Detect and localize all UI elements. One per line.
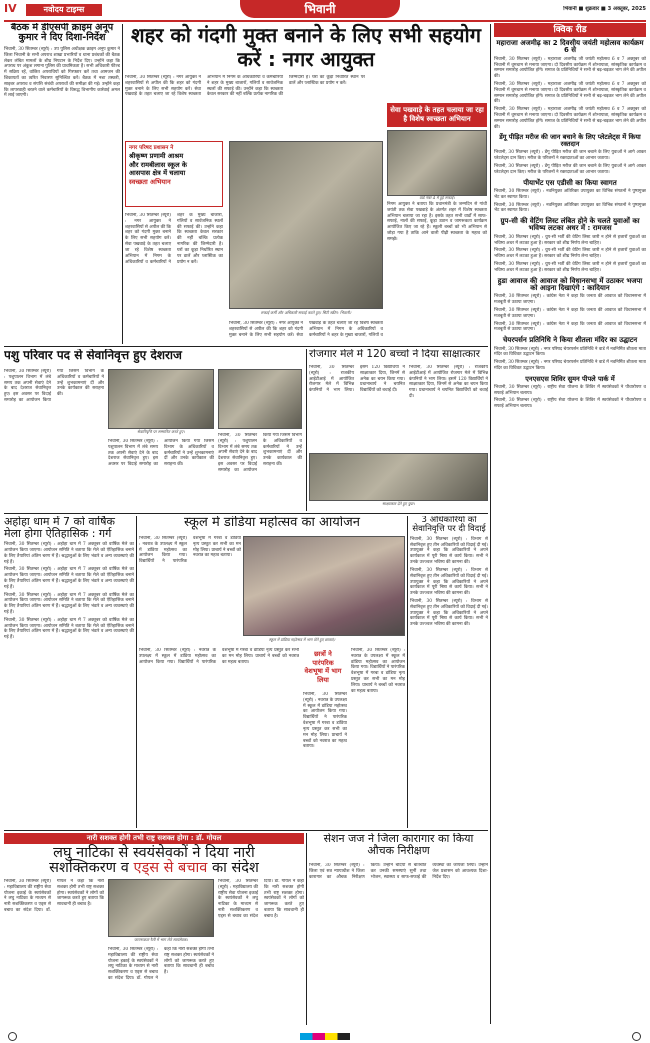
brief-body: भिवानी, 30 सितम्बर (ब्यूरो) : नवनियुक्त अतिरिक्त उपायुक्त का विभिन्न संगठनों ने पुष्पगुच्छ भेंट कर स्वागत किया। [494,202,646,214]
brief-body: भिवानी, 30 सितम्बर (ब्यूरो) : राष्ट्रीय सेवा योजना के शिविर में स्वयंसेवकों ने पौधारोपण व सफाई अभियान चलाया। [494,384,646,396]
kicker: नारी सशक्त होगी तभी राष्ट्र सशक्त होगा : डॉ. गोयल [4,833,304,844]
article-deshraj-retirement [4,349,304,509]
brief-headline: महाराजा अजमीढ़ का 2 दिवसीय जयंती महोत्सव कार्यक्रम 6 से [496,39,644,55]
brief-headline: पीयाभेंट एस एडीसी का किया स्वागत [523,178,617,187]
article-body: भिवानी, 30 सितम्बर (ब्यूरो) : अहोहा धाम में 7 अक्तूबर को वार्षिक मेले का आयोजन किया जाएगा। आयोजन समिति ने बताया कि मेले को ऐतिहासिक बनाने के लिए तैयारियां अंतिम चरण में हैं। श्रद्धालुओं के लिए भंडारे व अन्य व्यवस्थाएं की गई हैं। [4,567,134,590]
article-body: भिवानी, 30 सितम्बर (ब्यूरो) : अहोहा धाम में 7 अक्तूबर को वार्षिक मेले का आयोजन किया जाएगा। आयोजन समिति ने बताया कि मेले को ऐतिहासिक बनाने के लिए तैयारियां अंतिम चरण में हैं। श्रद्धालुओं के लिए भंडारे व अन्य व्यवस्थाएं की गई हैं। [4,592,134,616]
brief-body: भिवानी, 30 सितम्बर (ब्यूरो) : नगर परिषद चेयरपर्सन प्रतिनिधि ने वार्ड में नवनिर्मित शीतला माता मंदिर का विधिवत उद्घाटन किया। [494,360,646,372]
column-divider [306,349,307,511]
lead-body-continued: भिवानी, 30 सितम्बर (ब्यूरो) : नगर आयुक्त ने शहरवासियों से अपील की कि शहर को गंदगी मुक्त बनाने के लिए सभी सहयोग करें। सेवा पखवाड़े के तहत चलाए जा रहे विशेष स्वच्छता अभियान में निगम के अधिकारियों व कर्मचारियों ने शहर के मुख्य बाजारों, गलियों व सार्वजनिक स्थलों की सफाई की। उन्होंने कहा कि स्वच्छता केवल सरकार की नहीं बल्कि प्रत्येक नागरिक की जिम्मेदारी है। घरों का कूड़ा निर्धारित स्थान पर डालें और प्लास्टिक का प्रयोग न करें। [125,213,223,265]
registration-mark-icon [8,1032,17,1041]
lead-headline: शहर को गंदगी मुक्त बनाने के लिए सभी सहयोग करें : नगर आयुक्त [131,23,481,71]
column-divider [136,516,137,828]
brief-body: भिवानी, 30 सितम्बर (ब्यूरो) : ग्रुप-सी भर्ती की वेटिंग लिस्ट जारी न होने से हजारों युवाओं का भविष्य अधर में लटका हुआ है। सरकार को शीघ्र निर्णय लेना चाहिए। [494,262,646,273]
article-photo [243,536,405,636]
highlight-line: नगर परिषद प्रशासन ने [129,145,174,151]
brief-body: भिवानी, 30 सितम्बर (ब्यूरो) : ग्रुप-सी भर्ती की वेटिंग लिस्ट जारी न होने से हजारों युवाओं का भविष्य अधर में लटका हुआ है। सरकार को शीघ्र निर्णय लेना चाहिए। [494,234,646,246]
column-divider [306,833,307,1025]
article-body: भिवानी, 30 सितम्बर (ब्यूरो) : जिला एवं सत्र न्यायाधीश ने जिला कारागार का औचक निरीक्षण किया। उन्होंने बंदियों से बातचीत कर उनकी समस्याएं सुनीं तथा भोजन, स्वास्थ्य व साफ-सफाई की व्यवस्था का जायजा लिया। उन्होंने जेल प्रशासन को आवश्यक दिशा-निर्देश दिए। [309,863,488,880]
brief-body: भिवानी, 30 सितम्बर (ब्यूरो) : महाराजा अजमीढ़ जी जयंती महोत्सव 6 व 7 अक्तूबर को भिवानी में धूमधाम से मनाया जाएगा। दो दिवसीय कार्यक्रम में शोभायात्रा, सांस्कृतिक कार्यक्रम व सम्मान समारोह आयोजित होंगे। समाज के प्रतिनिधियों ने सभी से बढ़-चढ़कर भाग लेने की अपील की। [494,81,646,105]
headline-line-2 [4,861,304,876]
registration-mark-icon [632,1032,641,1041]
brief-body: भिवानी, 30 सितम्बर (ब्यूरो) : राष्ट्रीय सेवा योजना के शिविर में स्वयंसेवकों ने पौधारोपण व सफाई अभियान चलाया। [494,398,646,410]
highlight-line: स्वच्छता अभियान [129,177,171,186]
masthead [0,0,650,20]
highlight-line: श्रीकृष्ण प्रणामी आश्रम [129,152,184,161]
article-body: भिवानी, 30 सितम्बर (ब्यूरो) : उप पुलिस अधीक्षक क्राइम अनूप कुमार ने जिला भिवानी के सभी अपराध शाखा प्रभारियों व थाना प्रबंधकों की बैठक लेकर लंबित मामलों के शीघ्र निपटान के निर्देश दिए। उन्होंने कहा कि अपराध पर अंकुश लगाना पुलिस की प्राथमिकता है। सभी अधिकारी फील्ड में सक्रिय रहें, वांछित अपराधियों को गिरफ्तार करें तथा आमजन की शिकायतों का त्वरित निवारण सुनिश्चित करें। बैठक में नशा तस्करी, साइबर अपराध व संपत्ति संबंधी अपराधों की समीक्षा की गई। उन्होंने कहा कि लापरवाही बरतने वाले कर्मचारियों के विरुद्ध विभागीय कार्रवाई अमल में लाई जाएगी। [4,46,120,99]
column-divider [122,24,123,344]
article-body: भिवानी, 30 सितम्बर (ब्यूरो) : नवरात्र के उपलक्ष्य में स्कूल में डांडिया महोत्सव का आयोजन किया गया। विद्यार्थियों ने पारंपरिक वेशभूषा में गरबा व डांडिया नृत्य प्रस्तुत कर सभी का मन मोह लिया। प्राचार्य ने बच्चों को नवरात्र का महत्व बताया। [139,536,241,565]
page-number: IV [4,2,17,15]
headline-text: अहोहा धाम में 7 को वार्षिक मेला होगा ऐतिहासिक : गर्ग [4,516,115,540]
article-jail-inspection [309,833,488,1029]
city-name: भिवानी [240,0,400,18]
brief-body: भिवानी, 30 सितम्बर (ब्यूरो) : महाराजा अजमीढ़ जी जयंती महोत्सव 6 व 7 अक्तूबर को भिवानी में धूमधाम से मनाया जाएगा। दो दिवसीय कार्यक्रम में शोभायात्रा, सांस्कृतिक कार्यक्रम व सम्मान समारोह आयोजित होंगे। समाज के प्रतिनिधियों ने सभी से बढ़-चढ़कर भाग लेने की अपील की। [494,56,646,80]
brief-body: भिवानी, 30 सितम्बर (ब्यूरो) : नवनियुक्त अतिरिक्त उपायुक्त का विभिन्न संगठनों ने पुष्पगुच्छ भेंट कर स्वागत किया। [494,188,646,200]
brief-headline: एनएसएस शिविर सुमन पीपले पार्क में [525,374,615,383]
photo-caption: सफाई कर्मी और अधिकारी सफाई करते हुए। सिटी स्क्रीन: भिवानी। [260,310,352,315]
section-rule [4,346,488,347]
column-divider [407,516,408,828]
section-rule [4,513,488,514]
headline: 3 अधिकारियों को सेवानिवृत्ति पर दी विदाई [412,516,486,534]
headline: स्कूल में डांडिया महोत्सव का आयोजन [183,516,361,530]
sidebox-caption: वार्ड नंबर 4 में हुई सफाई। [419,194,455,200]
paper-name: नवोदय टाइम्स [26,4,102,16]
lead-body-side: भिवानी, 30 सितम्बर (ब्यूरो) : नगर आयुक्त ने शहरवासियों से अपील की कि शहर को गंदगी मुक्त बनाने के लिए सभी सहयोग करें। सेवा पखवाड़े के तहत चलाए जा रहे विशेष स्वच्छता अभियान में निगम के अधिकारियों व कर्मचारियों ने शहर के मुख्य बाजारों, गलियों व [229,321,383,338]
headline [4,516,134,539]
brief-body: भिवानी, 30 सितम्बर (ब्यूरो) : महाराजा अजमीढ़ जी जयंती महोत्सव 6 व 7 अक्तूबर को भिवानी में धूमधाम से मनाया जाएगा। दो दिवसीय कार्यक्रम में शोभायात्रा, सांस्कृतिक कार्यक्रम व सम्मान समारोह आयोजित होंगे। समाज के प्रतिनिधियों ने सभी से बढ़-चढ़कर भाग लेने की अपील की। [494,107,646,130]
brief-body: भिवानी, 30 सितम्बर (ब्यूरो) : डेंगू पीड़ित मरीज की जान बचाने के लिए युवाओं ने आगे आकर प्लेटलेट्स दान किए। मरीज के परिजनों ने रक्तदाताओं का आभार जताया। [494,150,646,162]
article-three-officers [410,516,488,828]
article-photo [218,369,302,429]
article-body-continued: भिवानी, 30 सितम्बर (ब्यूरो) : पशुपालन विभाग में लंबे समय तक अपनी सेवाएं देने के बाद देशराज सेवानिवृत्त हुए। इस अवसर पर विदाई समारोह का आयोजन किया गया जिसमें विभाग के अधिकारियों व कर्मचारियों ने उन्हें शुभकामनाएं दीं और उनके कार्यकाल की सराहना की। [108,439,214,468]
date-line: भिवानी ■ शुक्रवार ■ 3 अक्तूबर, 2025 [563,6,646,12]
article-ahoha-dham [4,516,134,828]
article-dandiya [139,516,405,828]
color-bar-icon [300,1033,350,1040]
lead-article [125,23,487,345]
lead-photo [229,141,383,309]
sidebox-title: सेवा पखवाड़े के तहत चलाया जा रहा है विशेष स्वच्छता अभियान [387,103,487,127]
article-body: भिवानी, 30 सितम्बर (ब्यूरो) : विभाग से सेवानिवृत्त हुए तीन अधिकारियों को विदाई दी गई। उपायुक्त ने कहा कि अधिकारियों ने अपने कार्यकाल में पूरी निष्ठा से कार्य किया। सभी ने उनके उज्ज्वल भविष्य की कामना की। [410,536,488,566]
article-body: भिवानी, 30 सितम्बर (ब्यूरो) : अहोहा धाम में 7 अक्तूबर को वार्षिक मेले का आयोजन किया जाएगा। आयोजन समिति ने बताया कि मेले को ऐतिहासिक बनाने के लिए तैयारियां अंतिम चरण में हैं। श्रद्धालुओं के लिए भंडारे व अन्य व्यवस्थाएं की गई हैं। [4,542,134,565]
photo-caption: स्कूल में डांडिया महोत्सव में भाग लेते हुए छात्राएं। [268,637,336,642]
article-body: भिवानी, 30 सितम्बर (ब्यूरो) : विभाग से सेवानिवृत्त हुए तीन अधिकारियों को विदाई दी गई। उपायुक्त ने कहा कि अधिकारियों ने अपने कार्यकाल में पूरी निष्ठा से कार्य किया। सभी ने उनके उज्ज्वल भविष्य की कामना की। [410,598,488,628]
article-photo [108,369,214,429]
article-body-side: भिवानी, 30 सितम्बर (ब्यूरो) : नवरात्र के उपलक्ष्य में स्कूल में डांडिया महोत्सव का आयोजन किया गया। विद्यार्थियों ने पारंपरिक वेशभूषा में गरबा व डांडिया नृत्य प्रस्तुत कर सभी का मन मोह लिया। प्राचार्य ने बच्चों को नवरात्र का महत्व बताया। [303,692,347,750]
article-body: भिवानी, 30 सितम्बर (ब्यूरो) : महाविद्यालय की राष्ट्रीय सेवा योजना इकाई के स्वयंसेवकों ने लघु नाटिका के माध्यम से नारी सशक्तिकरण व एड्स से बचाव का संदेश दिया। डॉ. गोयल ने कहा कि नारी सशक्त होगी तभी राष्ट्र सशक्त होगा। स्वयंसेवकों ने लोगों को जागरूक करते हुए बताया कि सावधानी ही बचाव है। [4,879,104,914]
lead-highlight-box [125,141,223,207]
highlight-line: और रामबीलास स्कूल के [129,160,187,169]
article-body: भिवानी, 30 सितम्बर (ब्यूरो) : राजकीय आईटीआई में आयोजित रोजगार मेले में विभिन्न कंपनियों ने भाग लिया। इसमें 120 विद्यार्थियों ने साक्षात्कार दिया, जिनमें से अनेक का चयन किया गया। प्रधानाचार्य ने चयनित विद्यार्थियों को बधाई दी। [309,365,405,394]
photo-caption: साक्षात्कार देते हुए युवा। [382,501,415,506]
brief-headline: चेयरपर्सन प्रतिनिधि ने किया शीतला मंदिर का उद्घाटन [502,336,638,345]
section-rule [4,830,488,831]
article-body-continued: भिवानी, 30 सितम्बर (ब्यूरो) : नवरात्र के उपलक्ष्य में स्कूल में डांडिया महोत्सव का आयोजन किया गया। विद्यार्थियों ने पारंपरिक वेशभूषा में गरबा व डांडिया नृत्य प्रस्तुत कर सभी का मन मोह लिया। प्राचार्य ने बच्चों को नवरात्र का महत्व बताया। [139,648,299,665]
brief-headline: ग्रुप-सी की वेटिंग लिस्ट लंबित होने के चलते युवाओं का भविष्य लटका अधर में : रामजस [500,217,640,233]
brief-body: भिवानी, 30 सितम्बर (ब्यूरो) : नगर परिषद चेयरपर्सन प्रतिनिधि ने वार्ड में नवनिर्मित शीतला माता मंदिर का विधिवत उद्घाटन किया। [494,346,646,358]
highlight-line: आसपास क्षेत्र में चलाया [129,169,186,178]
headline: बैठक में डीएसपी क्राइम अनूप कुमार ने दिए दिशा-निर्देश [10,23,114,43]
headline-highlight: एड्स से बचाव [133,860,208,877]
brief-body: भिवानी, 30 सितम्बर (ब्यूरो) : ग्रुप-सी भर्ती की वेटिंग लिस्ट जारी न होने से हजारों युवाओं का भविष्य अधर में लटका हुआ है। सरकार को शीघ्र निर्णय लेना चाहिए। [494,248,646,260]
article-body-side: भिवानी, 30 सितम्बर (ब्यूरो) : पशुपालन विभाग में लंबे समय तक अपनी सेवाएं देने के बाद देशराज सेवानिवृत्त हुए। इस अवसर पर विदाई समारोह का आयोजन किया गया जिसमें विभाग के अधिकारियों व कर्मचारियों ने उन्हें शुभकामनाएं दीं और उनके कार्यकाल की सराहना की। [218,433,302,473]
headline: रोजगार मेले में 120 बच्चों ने दिया साक्षात्कार [309,349,481,360]
sidebox-body: निगम आयुक्त ने बताया कि प्रधानमंत्री के जन्मदिन से गांधी जयंती तक सेवा पखवाड़े के अंतर्गत शहर में विशेष स्वच्छता अभियान चलाया जा रहा है। इसके तहत सभी वार्डों में साफ-सफाई, नालों की सफाई, कूड़ा उठान व जागरूकता कार्यक्रम आयोजित किए जा रहे हैं। स्कूली बच्चों को भी अभियान से जोड़ा गया है ताकि आने वाली पीढ़ी स्वच्छता के महत्व को समझे। [387,202,487,242]
article-body: भिवानी, 30 सितम्बर (ब्यूरो) : अहोहा धाम में 7 अक्तूबर को वार्षिक मेले का आयोजन किया जाएगा। आयोजन समिति ने बताया कि मेले को ऐतिहासिक बनाने के लिए तैयारियां अंतिम चरण में हैं। श्रद्धालुओं के लिए भंडारे व अन्य व्यवस्थाएं की गई हैं। [4,617,134,641]
article-job-fair [309,349,488,511]
photo-caption: सेवानिवृत्ति पर सम्मानित करते हुए। [137,429,185,434]
headline-text: का संदेश [207,860,259,877]
brief-body: भिवानी, 30 सितम्बर (ब्यूरो) : कांग्रेस नेता ने कहा कि जनता की आवाज को विधानसभा में मजबूती से उठाया जाएगा। [494,321,646,333]
lead-body: भिवानी, 30 सितम्बर (ब्यूरो) : नगर आयुक्त ने शहरवासियों से अपील की कि शहर को गंदगी मुक्त बनाने के लिए सभी सहयोग करें। सेवा पखवाड़े के तहत चलाए जा रहे विशेष स्वच्छता अभियान में निगम के अधिकारियों व कर्मचारियों ने शहर के मुख्य बाजारों, गलियों व सार्वजनिक स्थलों की सफाई की। उन्होंने कहा कि स्वच्छता केवल सरकार की नहीं बल्कि प्रत्येक नागरिक की जिम्मेदारी है। घरों का कूड़ा निर्धारित स्थान पर डालें और प्लास्टिक का प्रयोग न करें। [125,75,365,98]
photo-caption: जागरूकता रैली में भाग लेते स्वयंसेवक। [134,937,188,942]
sidebox-photo [387,130,487,196]
article-body-side: भिवानी, 30 सितम्बर (ब्यूरो) : नवरात्र के उपलक्ष्य में स्कूल में डांडिया महोत्सव का आयोजन किया गया। विद्यार्थियों ने पारंपरिक वेशभूषा में गरबा व डांडिया नृत्य प्रस्तुत कर सभी का मन मोह लिया। प्राचार्य ने बच्चों को नवरात्र का महत्व बताया। [351,648,405,694]
article-photo [309,453,488,501]
article-body-continued: भिवानी, 30 सितम्बर (ब्यूरो) : महाविद्यालय की राष्ट्रीय सेवा योजना इकाई के स्वयंसेवकों ने लघु नाटिका के माध्यम से नारी सशक्तिकरण व एड्स से बचाव का संदेश दिया। डॉ. गोयल ने कहा कि नारी सशक्त होगी तभी राष्ट्र सशक्त होगा। स्वयंसेवकों ने लोगों को जागरूक करते हुए बताया कि सावधानी ही बचाव है। [108,947,214,982]
side-quote: छात्रों ने पारंपरिक वेशभूषा में भाग लिया [304,650,342,684]
article-photo [108,879,214,937]
brief-body: भिवानी, 30 सितम्बर (ब्यूरो) : कांग्रेस नेता ने कहा कि जनता की आवाज को विधानसभा में मजबूती से उठाया जाएगा। [494,308,646,319]
article-body: भिवानी, 30 सितम्बर (ब्यूरो) : विभाग से सेवानिवृत्त हुए तीन अधिकारियों को विदाई दी गई। उपायुक्त ने कहा कि अधिकारियों ने अपने कार्यकाल में पूरी निष्ठा से कार्य किया। सभी ने उनके उज्ज्वल भविष्य की कामना की। [410,567,488,597]
brief-headline: डेंगू पीड़ित मरीज की जान बचाने के लिए प्लेटलेट्स में किया रक्तदान [499,133,641,149]
brief-body: भिवानी, 30 सितम्बर (ब्यूरो) : डेंगू पीड़ित मरीज की जान बचाने के लिए युवाओं ने आगे आकर प्लेटलेट्स दान किए। मरीज के परिजनों ने रक्तदाताओं का आभार जताया। [494,163,646,175]
article-body-side: भिवानी, 30 सितम्बर (ब्यूरो) : महाविद्यालय की राष्ट्रीय सेवा योजना इकाई के स्वयंसेवकों ने लघु नाटिका के माध्यम से नारी सशक्तिकरण व एड्स से बचाव का संदेश दिया। डॉ. गोयल ने कहा कि नारी सशक्त होगी तभी राष्ट्र सशक्त होगा। स्वयंसेवकों ने लोगों को जागरूक करते हुए बताया कि सावधानी ही बचाव है। [218,879,304,919]
article-dsp-meeting [4,23,120,345]
registration-marks [0,1031,650,1043]
column-divider [490,24,491,1024]
article-body: भिवानी, 30 सितम्बर (ब्यूरो) : पशुपालन विभाग में लंबे समय तक अपनी सेवाएं देने के बाद देशराज सेवानिवृत्त हुए। इस अवसर पर विदाई समारोह का आयोजन किया गया जिसमें विभाग के अधिकारियों व कर्मचारियों ने उन्हें शुभकामनाएं दीं और उनके कार्यकाल की सराहना की। [4,369,104,404]
quick-read-banner: क्विक रीड [494,23,646,37]
article-body-side: भिवानी, 30 सितम्बर (ब्यूरो) : राजकीय आईटीआई में आयोजित रोजगार मेले में विभिन्न कंपनियों ने भाग लिया। इसमें 120 विद्यार्थियों ने साक्षात्कार दिया, जिनमें से अनेक का चयन किया गया। प्रधानाचार्य ने चयनित विद्यार्थियों को बधाई दी। [409,365,488,400]
headline-text: सशक्तिकरण व [49,860,134,877]
sidebox [387,103,487,343]
brief-body: भिवानी, 30 सितम्बर (ब्यूरो) : कांग्रेस नेता ने कहा कि जनता की आवाज को विधानसभा में मजबूती से उठाया जाएगा। [494,294,646,306]
right-column [494,23,646,1023]
headline-line-1: लघु नाटिका से स्वयंसेवकों ने दिया नारी [53,845,255,861]
headline: सेशन जज ने जिला कारागार का किया औचक निरीक्षण [323,833,474,857]
header-rule [4,20,646,22]
headline: पशु परिवार पद से सेवानिवृत्त हुए देशराज [4,349,182,362]
brief-headline: हुडा आवाज की आवाज को विधानसभा में उठाकर भजपा को आइना दिखाएंगे : कादियान [497,276,643,293]
article-nss-play [4,833,304,1029]
